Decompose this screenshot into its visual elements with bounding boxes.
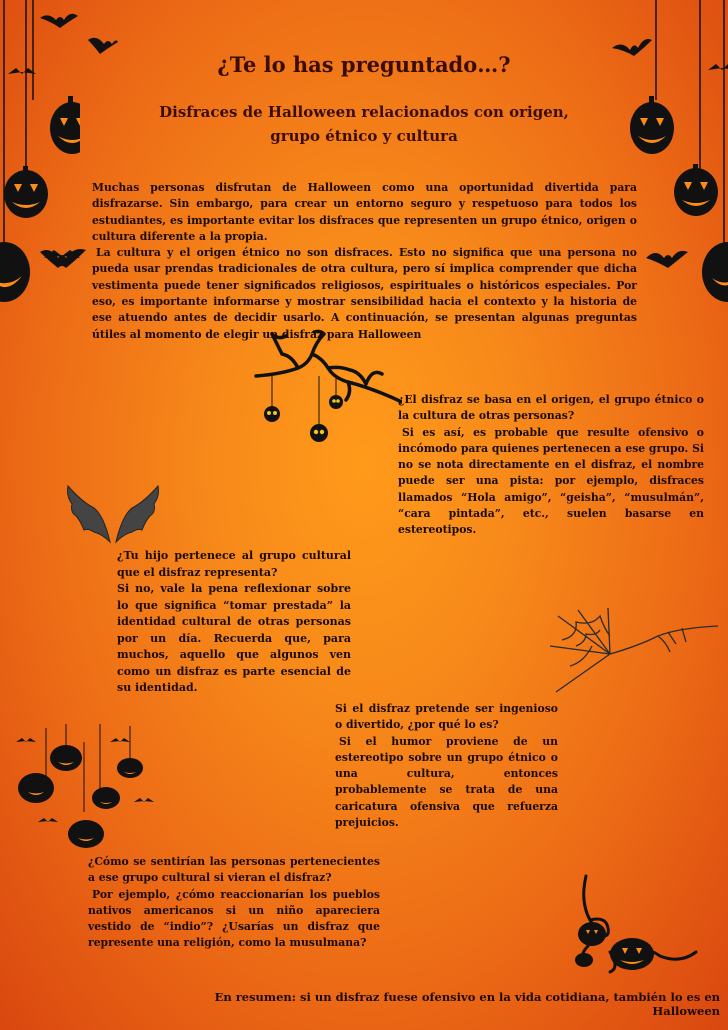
question-1-answer: Si es así, es probable que resulte ofensivo o incómodo para quienes pertenecen a ese grupo. Si no se nota directamente en el disfraz, el nombre puede ser una pista: por ejemplo, disfraces llamados “Hola amigo”, “geisha”, “musulmán”, “cara pintada”, etc., suelen basarse en estereotipos. [398, 425, 704, 537]
question-3-answer: Si el humor proviene de un estereotipo sobre un grupo étnico o una cultura, entonces probablemente se trata de una caricatura ofensiva que refuerza prejuicios. [335, 734, 558, 830]
intro-section [92, 180, 637, 343]
bat-icon [38, 8, 118, 58]
question-4-answer: Por ejemplo, ¿cómo reaccionarían los pueblos nativos americanos si un niño apareciera vestido de “indio”? ¿Usarías un disfraz que represente una religión, como la musulmana? [88, 887, 380, 950]
question-2-answer: Si no, vale la pena reflexionar sobre lo que significa “tomar prestada” la identidad cultural de otras personas por un día. Recuerda que, para muchos, aquello que algunos ven como un disfraz es parte esencial de su identidad. [117, 582, 351, 694]
subtitle-line-1: Disfraces de Halloween relacionados con origen, [159, 103, 569, 121]
page-subtitle [150, 100, 578, 148]
intro-paragraph-1: Muchas personas disfrutan de Halloween como una oportunidad divertida para disfrazarse. Sin embargo, para crear un entorno seguro y respetuoso para todos los estudiantes, es importante evitar los disfraces que representen un grupo étnico, origen o cultura diferente a la propia. [92, 181, 637, 243]
question-1-text: ¿El disfraz se basa en el origen, el grupo étnico o la cultura de otras personas? [398, 393, 704, 423]
question-2-text: ¿Tu hijo pertenece al grupo cultural que el disfraz representa? [117, 549, 351, 579]
intro-paragraph-2: La cultura y el origen étnico no son disfraces. Esto no significa que una persona no pueda usar prendas tradicionales de otra cultura, pero sí implica comprender que dicha vestimenta puede tener significados religiosos, espirituales o históricos especiales. Por eso, es importante informarse y mostrar sensibilidad hacia el contexto y la historia de ese atuendo antes de decidir usarlo. A continuación, se presentan algunas preguntas útiles al momento de elegir un disfraz para Halloween [92, 246, 637, 341]
curly-vine-pumpkins-icon [570, 872, 700, 976]
subtitle-line-2: grupo étnico y cultura [270, 127, 458, 145]
summary-text: En resumen: si un disfraz fuese ofensivo en la vida cotidiana, también lo es en Halloween [214, 990, 720, 1018]
spider-web-icon [548, 606, 718, 702]
bat-icon [40, 244, 86, 274]
question-block-2 [117, 548, 351, 697]
bare-branch-with-skulls-icon [252, 328, 402, 446]
page-title: ¿Te lo has preguntado…? [217, 52, 511, 77]
bat-wings-icon [64, 482, 162, 546]
question-block-1 [398, 392, 704, 539]
question-block-3 [335, 701, 558, 831]
pumpkin-garland-icon [14, 722, 154, 852]
question-3-text: Si el disfraz pretende ser ingenioso o divertido, ¿por qué lo es? [335, 702, 558, 732]
question-block-4 [88, 854, 380, 952]
question-4-text: ¿Cómo se sentirían las personas pertenecientes a ese grupo cultural si vieran el disfraz? [88, 855, 380, 885]
